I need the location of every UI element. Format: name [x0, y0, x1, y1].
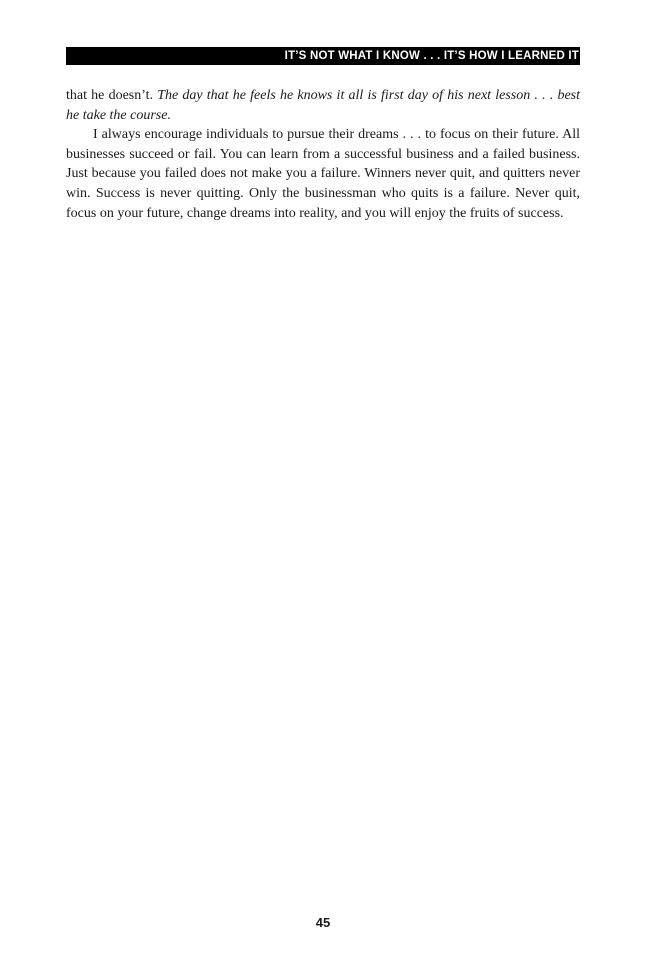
paragraph-continuation-italic: The day that he feels he knows it all is first day of his next lesson . . . best he take the course. [66, 88, 580, 123]
paragraph-continuation-plain: that he doesn’t. [66, 88, 158, 103]
paragraph-dreams: I always encourage individuals to pursue their dreams . . . to focus on their future. All businesses succeed or fail. You can learn from a successful business and a failed business. Just because you failed does not make you a failure. Winners never quit, and quitters never win. Success is never quitting. Only the businessman who quits is a failure. Never quit, focus on your future, change dreams into reality, and you will enjoy the fruits of success. [66, 127, 580, 221]
page-number: 45 [315, 915, 331, 930]
paragraph-continuation [66, 86, 580, 125]
body-text [66, 86, 580, 223]
running-header-title: IT’S NOT WHAT I KNOW . . . IT’S HOW I LEARNED IT [284, 50, 579, 62]
running-header [66, 47, 580, 65]
